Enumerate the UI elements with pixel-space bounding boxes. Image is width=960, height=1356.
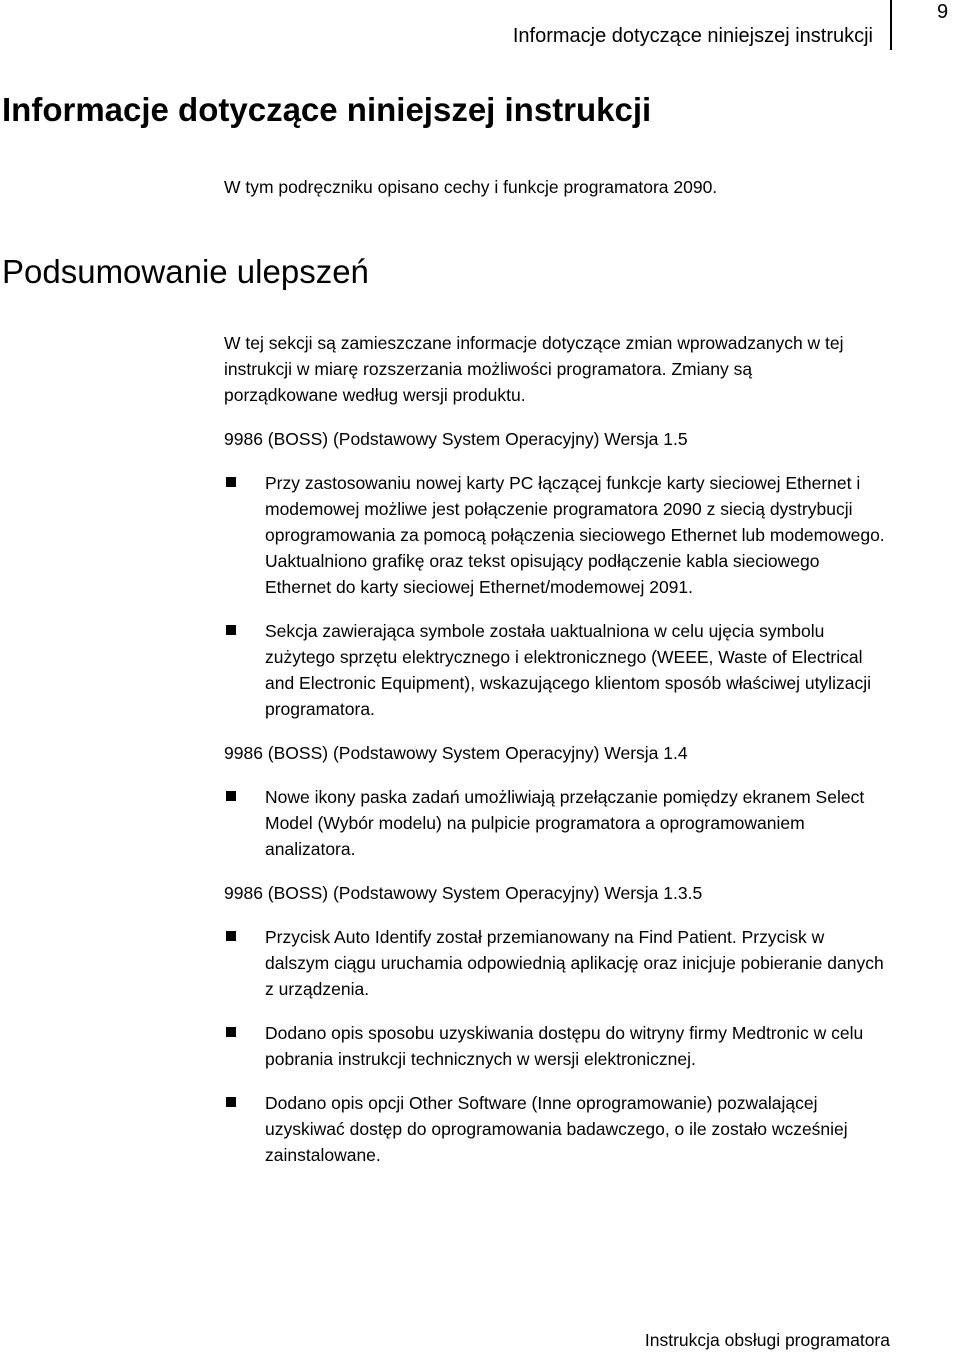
version-heading: 9986 (BOSS) (Podstawowy System Operacyjny) Wersja 1.3.5 xyxy=(224,883,703,903)
square-bullet-icon xyxy=(226,477,236,487)
list-item-text: Nowe ikony paska zadań umożliwiają przełączanie pomiędzy ekranem Select Model (Wybór modelu) na pulpicie programatora a oprogramowaniem analizatora. xyxy=(265,787,865,859)
list-item xyxy=(224,1020,885,1072)
list-item xyxy=(224,618,885,722)
list-item-text: Sekcja zawierająca symbole została uaktualniona w celu ujęcia symbolu zużytego sprzętu elektrycznego i elektronicznego (WEEE, Waste of Electrical and Electronic Equipment), wskazującego klientom sposób właściwej utylizacji programatora. xyxy=(265,621,871,719)
version-heading: 9986 (BOSS) (Podstawowy System Operacyjny) Wersja 1.5 xyxy=(224,429,688,449)
header-divider xyxy=(890,0,892,50)
square-bullet-icon xyxy=(226,1097,236,1107)
section-title-about-manual: Informacje dotyczące niniejszej instrukcji xyxy=(2,91,652,128)
list-item xyxy=(224,784,885,862)
square-bullet-icon xyxy=(226,1027,236,1037)
square-bullet-icon xyxy=(226,931,236,941)
square-bullet-icon xyxy=(226,791,236,801)
version-change-list xyxy=(224,784,924,862)
list-item-text: Dodano opis sposobu uzyskiwania dostępu do witryny firmy Medtronic w celu pobrania instrukcji technicznych w wersji elektronicznej. xyxy=(265,1023,864,1069)
section-title-improvements-summary: Podsumowanie ulepszeń xyxy=(2,253,369,290)
list-item-text: Przycisk Auto Identify został przemianowany na Find Patient. Przycisk w dalszym ciągu uruchamia odpowiednią aplikację oraz inicjuje pobieranie danych z urządzenia. xyxy=(265,927,884,999)
improvements-content xyxy=(224,330,924,1168)
square-bullet-icon xyxy=(226,625,236,635)
list-item xyxy=(224,1090,885,1168)
list-item-text: Przy zastosowaniu nowej karty PC łączącej funkcje karty sieciowej Ethernet i modemowej możliwe jest połączenie programatora 2090 z siecią dystrybucji oprogramowania za pomocą połączenia sieciowego Ethernet lub modemowego. Uaktualniono grafikę oraz tekst opisujący podłączenie kabla sieciowego Ethernet do karty sieciowej Ethernet/modemowej 2091. xyxy=(265,473,885,597)
list-item xyxy=(224,924,885,1002)
improvements-intro: W tej sekcji są zamieszczane informacje dotyczące zmian wprowadzanych w tej instrukcji w miarę rozszerzania możliwości programatora. Zmiany są porządkowane według wersji produktu. xyxy=(224,333,844,405)
list-item xyxy=(224,470,885,600)
list-item-text: Dodano opis opcji Other Software (Inne oprogramowanie) pozwalającej uzyskiwać dostęp do oprogramowania badawczego, o ile zostało wcześniej zainstalowane. xyxy=(265,1093,848,1165)
version-change-list xyxy=(224,470,924,722)
version-change-list xyxy=(224,924,924,1168)
running-header: Informacje dotyczące niniejszej instrukcji xyxy=(512,25,873,47)
version-heading: 9986 (BOSS) (Podstawowy System Operacyjny) Wersja 1.4 xyxy=(224,743,688,763)
section-description-about-manual: W tym podręczniku opisano cechy i funkcje programatora 2090. xyxy=(224,177,718,197)
footer-title: Instrukcja obsługi programatora xyxy=(644,1330,890,1350)
page-number: 9 xyxy=(937,1,949,23)
